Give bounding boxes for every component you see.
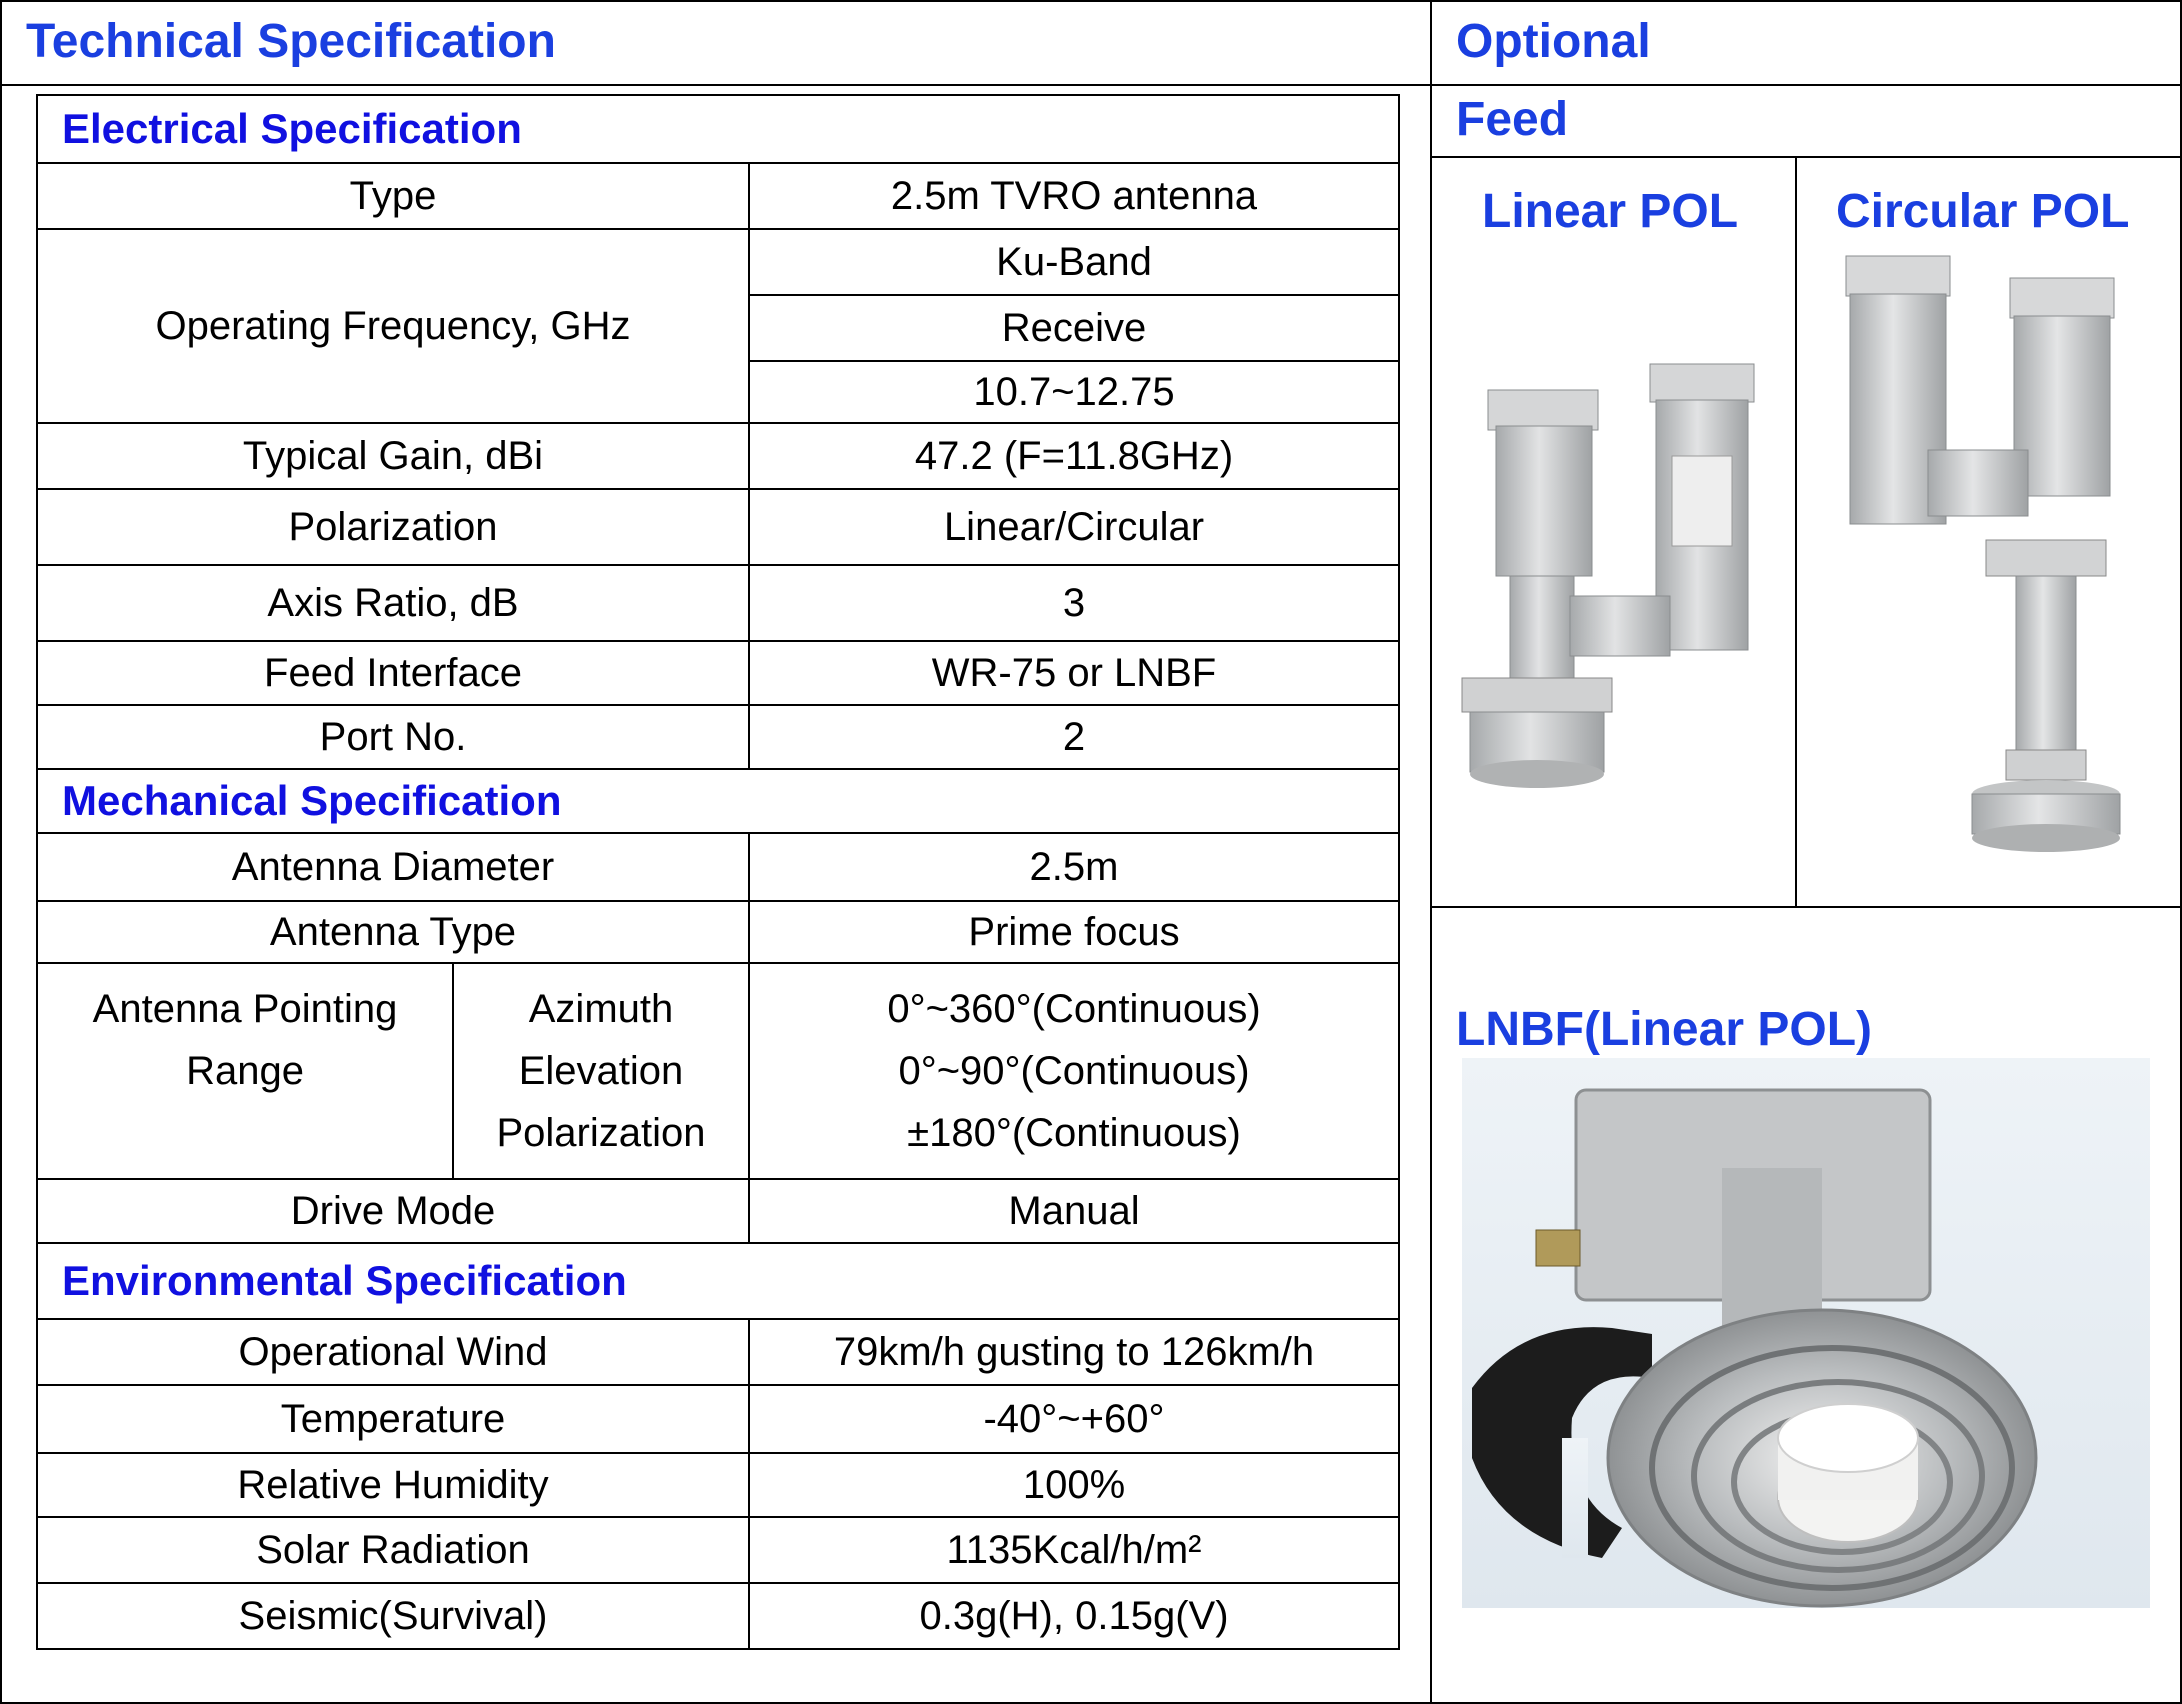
pointing-range-label (37, 963, 453, 1179)
diameter-label: Antenna Diameter (37, 833, 749, 901)
polarization-value: Linear/Circular (749, 489, 1399, 565)
elevation-label: Elevation (518, 1049, 684, 1093)
wind-label: Operational Wind (37, 1319, 749, 1385)
gain-label: Typical Gain, dBi (37, 423, 749, 489)
optional-title: Optional (1456, 15, 1651, 68)
table-row (37, 163, 1399, 229)
environmental-section-heading: Environmental Specification (37, 1243, 1399, 1319)
circular-pol-feed-image (1836, 250, 2136, 860)
linear-pol-title: Linear POL (1482, 185, 1739, 238)
table-row (37, 565, 1399, 641)
table-row (37, 95, 1399, 163)
temperature-value: -40°~+60° (749, 1385, 1399, 1453)
polarization-label: Polarization (37, 489, 749, 565)
frequency-mode: Receive (749, 295, 1399, 361)
frequency-band: Ku-Band (749, 229, 1399, 295)
table-row (37, 1385, 1399, 1453)
header-divider (0, 84, 2182, 86)
table-row (37, 769, 1399, 833)
electrical-section-heading: Electrical Specification (37, 95, 1399, 163)
specification-table (36, 94, 1400, 1650)
table-row (37, 1453, 1399, 1517)
temperature-label: Temperature (37, 1385, 749, 1453)
azimuth-value: 0°~360°(Continuous) (887, 987, 1261, 1031)
table-row (37, 489, 1399, 565)
table-row (37, 1243, 1399, 1319)
humidity-label: Relative Humidity (37, 1453, 749, 1517)
humidity-value: 100% (749, 1453, 1399, 1517)
table-row (37, 705, 1399, 769)
table-row (37, 229, 1399, 295)
table-row (37, 1517, 1399, 1583)
pointing-range-text: Antenna Pointing Range (92, 987, 398, 1093)
pointing-axes (453, 963, 749, 1179)
solar-label: Solar Radiation (37, 1517, 749, 1583)
lnbf-title: LNBF(Linear POL) (1456, 1003, 1872, 1056)
port-value: 2 (749, 705, 1399, 769)
feed-column-divider (1795, 156, 1797, 908)
mechanical-section-heading: Mechanical Specification (37, 769, 1399, 833)
type-label: Type (37, 163, 749, 229)
diameter-value: 2.5m (749, 833, 1399, 901)
technical-specification-title: Technical Specification (26, 15, 556, 68)
feed-divider (1430, 156, 2182, 158)
wind-value: 79km/h gusting to 126km/h (749, 1319, 1399, 1385)
solar-value: 1135Kcal/h/m² (749, 1517, 1399, 1583)
circular-pol-title: Circular POL (1836, 185, 2130, 238)
elevation-value: 0°~90°(Continuous) (898, 1049, 1250, 1093)
seismic-value: 0.3g(H), 0.15g(V) (749, 1583, 1399, 1649)
frequency-range: 10.7~12.75 (749, 361, 1399, 423)
table-row (37, 1319, 1399, 1385)
azimuth-label: Azimuth (528, 987, 674, 1031)
feed-interface-label: Feed Interface (37, 641, 749, 705)
feed-title: Feed (1456, 93, 1569, 146)
table-row (37, 901, 1399, 963)
antenna-type-value: Prime focus (749, 901, 1399, 963)
table-row (37, 963, 1399, 1179)
axis-ratio-label: Axis Ratio, dB (37, 565, 749, 641)
table-row (37, 833, 1399, 901)
type-value: 2.5m TVRO antenna (749, 163, 1399, 229)
polarization-axis-label: Polarization (496, 1111, 706, 1155)
drive-mode-value: Manual (749, 1179, 1399, 1243)
seismic-label: Seismic(Survival) (37, 1583, 749, 1649)
port-label: Port No. (37, 705, 749, 769)
lnbf-divider (1430, 906, 2182, 908)
axis-ratio-value: 3 (749, 565, 1399, 641)
column-divider (1430, 0, 1432, 1704)
antenna-type-label: Antenna Type (37, 901, 749, 963)
drive-mode-label: Drive Mode (37, 1179, 749, 1243)
table-row (37, 1179, 1399, 1243)
lnbf-image (1462, 1058, 2150, 1608)
gain-value: 47.2 (F=11.8GHz) (749, 423, 1399, 489)
linear-pol-feed-image (1460, 356, 1780, 796)
table-row (37, 641, 1399, 705)
pointing-values (749, 963, 1399, 1179)
polarization-axis-value: ±180°(Continuous) (907, 1111, 1241, 1155)
table-row (37, 1583, 1399, 1649)
table-row (37, 423, 1399, 489)
feed-interface-value: WR-75 or LNBF (749, 641, 1399, 705)
frequency-label: Operating Frequency, GHz (37, 229, 749, 423)
